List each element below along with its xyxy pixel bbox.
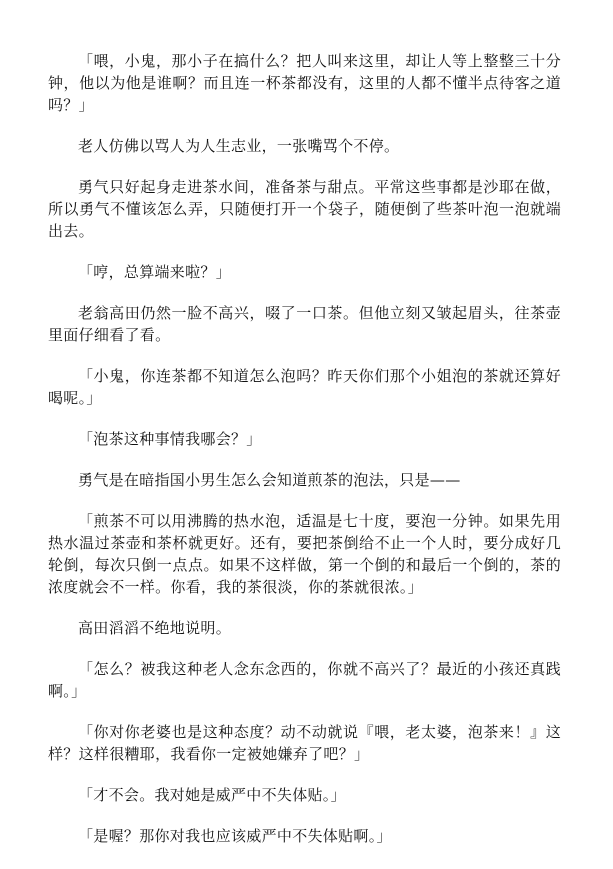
paragraph: 勇气只好起身走进茶水间，准备茶与甜点。平常这些事都是沙耶在做，所以勇气不懂该怎么弄，只随便打开一个袋子，随便倒了些茶叶泡一泡就端出去。 xyxy=(48,178,561,240)
paragraph: 「是喔？那你对我也应该威严中不失体贴啊。」 xyxy=(78,827,392,845)
paragraph: 「泡茶这种事情我哪会？」 xyxy=(78,430,262,448)
paragraph: 高田滔滔不绝地说明。 xyxy=(78,619,232,637)
novel-text-body xyxy=(48,50,561,866)
paragraph: 「煎茶不可以用沸腾的热水泡，适温是七十度，要泡一分钟。如果先用热水温过茶壶和茶杯就更好。还有，要把茶倒给不止一个人时，要分成好几轮倒，每次只倒一点点。如果不这样做，第一个倒的和最后一个倒的，茶的浓度就会不一样。你看，我的茶很淡，你的茶就很浓。」 xyxy=(48,512,561,596)
paragraph: 「小鬼，你连茶都不知道怎么泡吗？昨天你们那个小姐泡的茶就还算好喝呢。」 xyxy=(48,367,561,407)
paragraph: 勇气是在暗指国小男生怎么会知道煎茶的泡法，只是—— xyxy=(78,471,461,489)
paragraph: 「喂，小鬼，那小子在搞什么？把人叫来这里，却让人等上整整三十分钟，他以为他是谁啊？而且连一杯茶都没有，这里的人都不懂半点待客之道吗？」 xyxy=(48,52,561,114)
paragraph: 老人仿佛以骂人为人生志业，一张嘴骂个不停。 xyxy=(78,137,400,155)
paragraph: 老翁高田仍然一脸不高兴，啜了一口茶。但他立刻又皱起眉头，往茶壶里面仔细看了看。 xyxy=(48,304,561,344)
paragraph: 「怎么？被我这种老人念东念西的，你就不高兴了？最近的小孩还真践啊。」 xyxy=(48,660,561,700)
paragraph: 「你对你老婆也是这种态度？动不动就说『喂，老太婆，泡茶来！』这样？这样很糟耶，我看你一定被她嫌弃了吧？」 xyxy=(48,723,561,763)
paragraph: 「哼，总算端来啦？」 xyxy=(78,263,232,281)
paragraph: 「才不会。我对她是威严中不失体贴。」 xyxy=(78,786,346,804)
